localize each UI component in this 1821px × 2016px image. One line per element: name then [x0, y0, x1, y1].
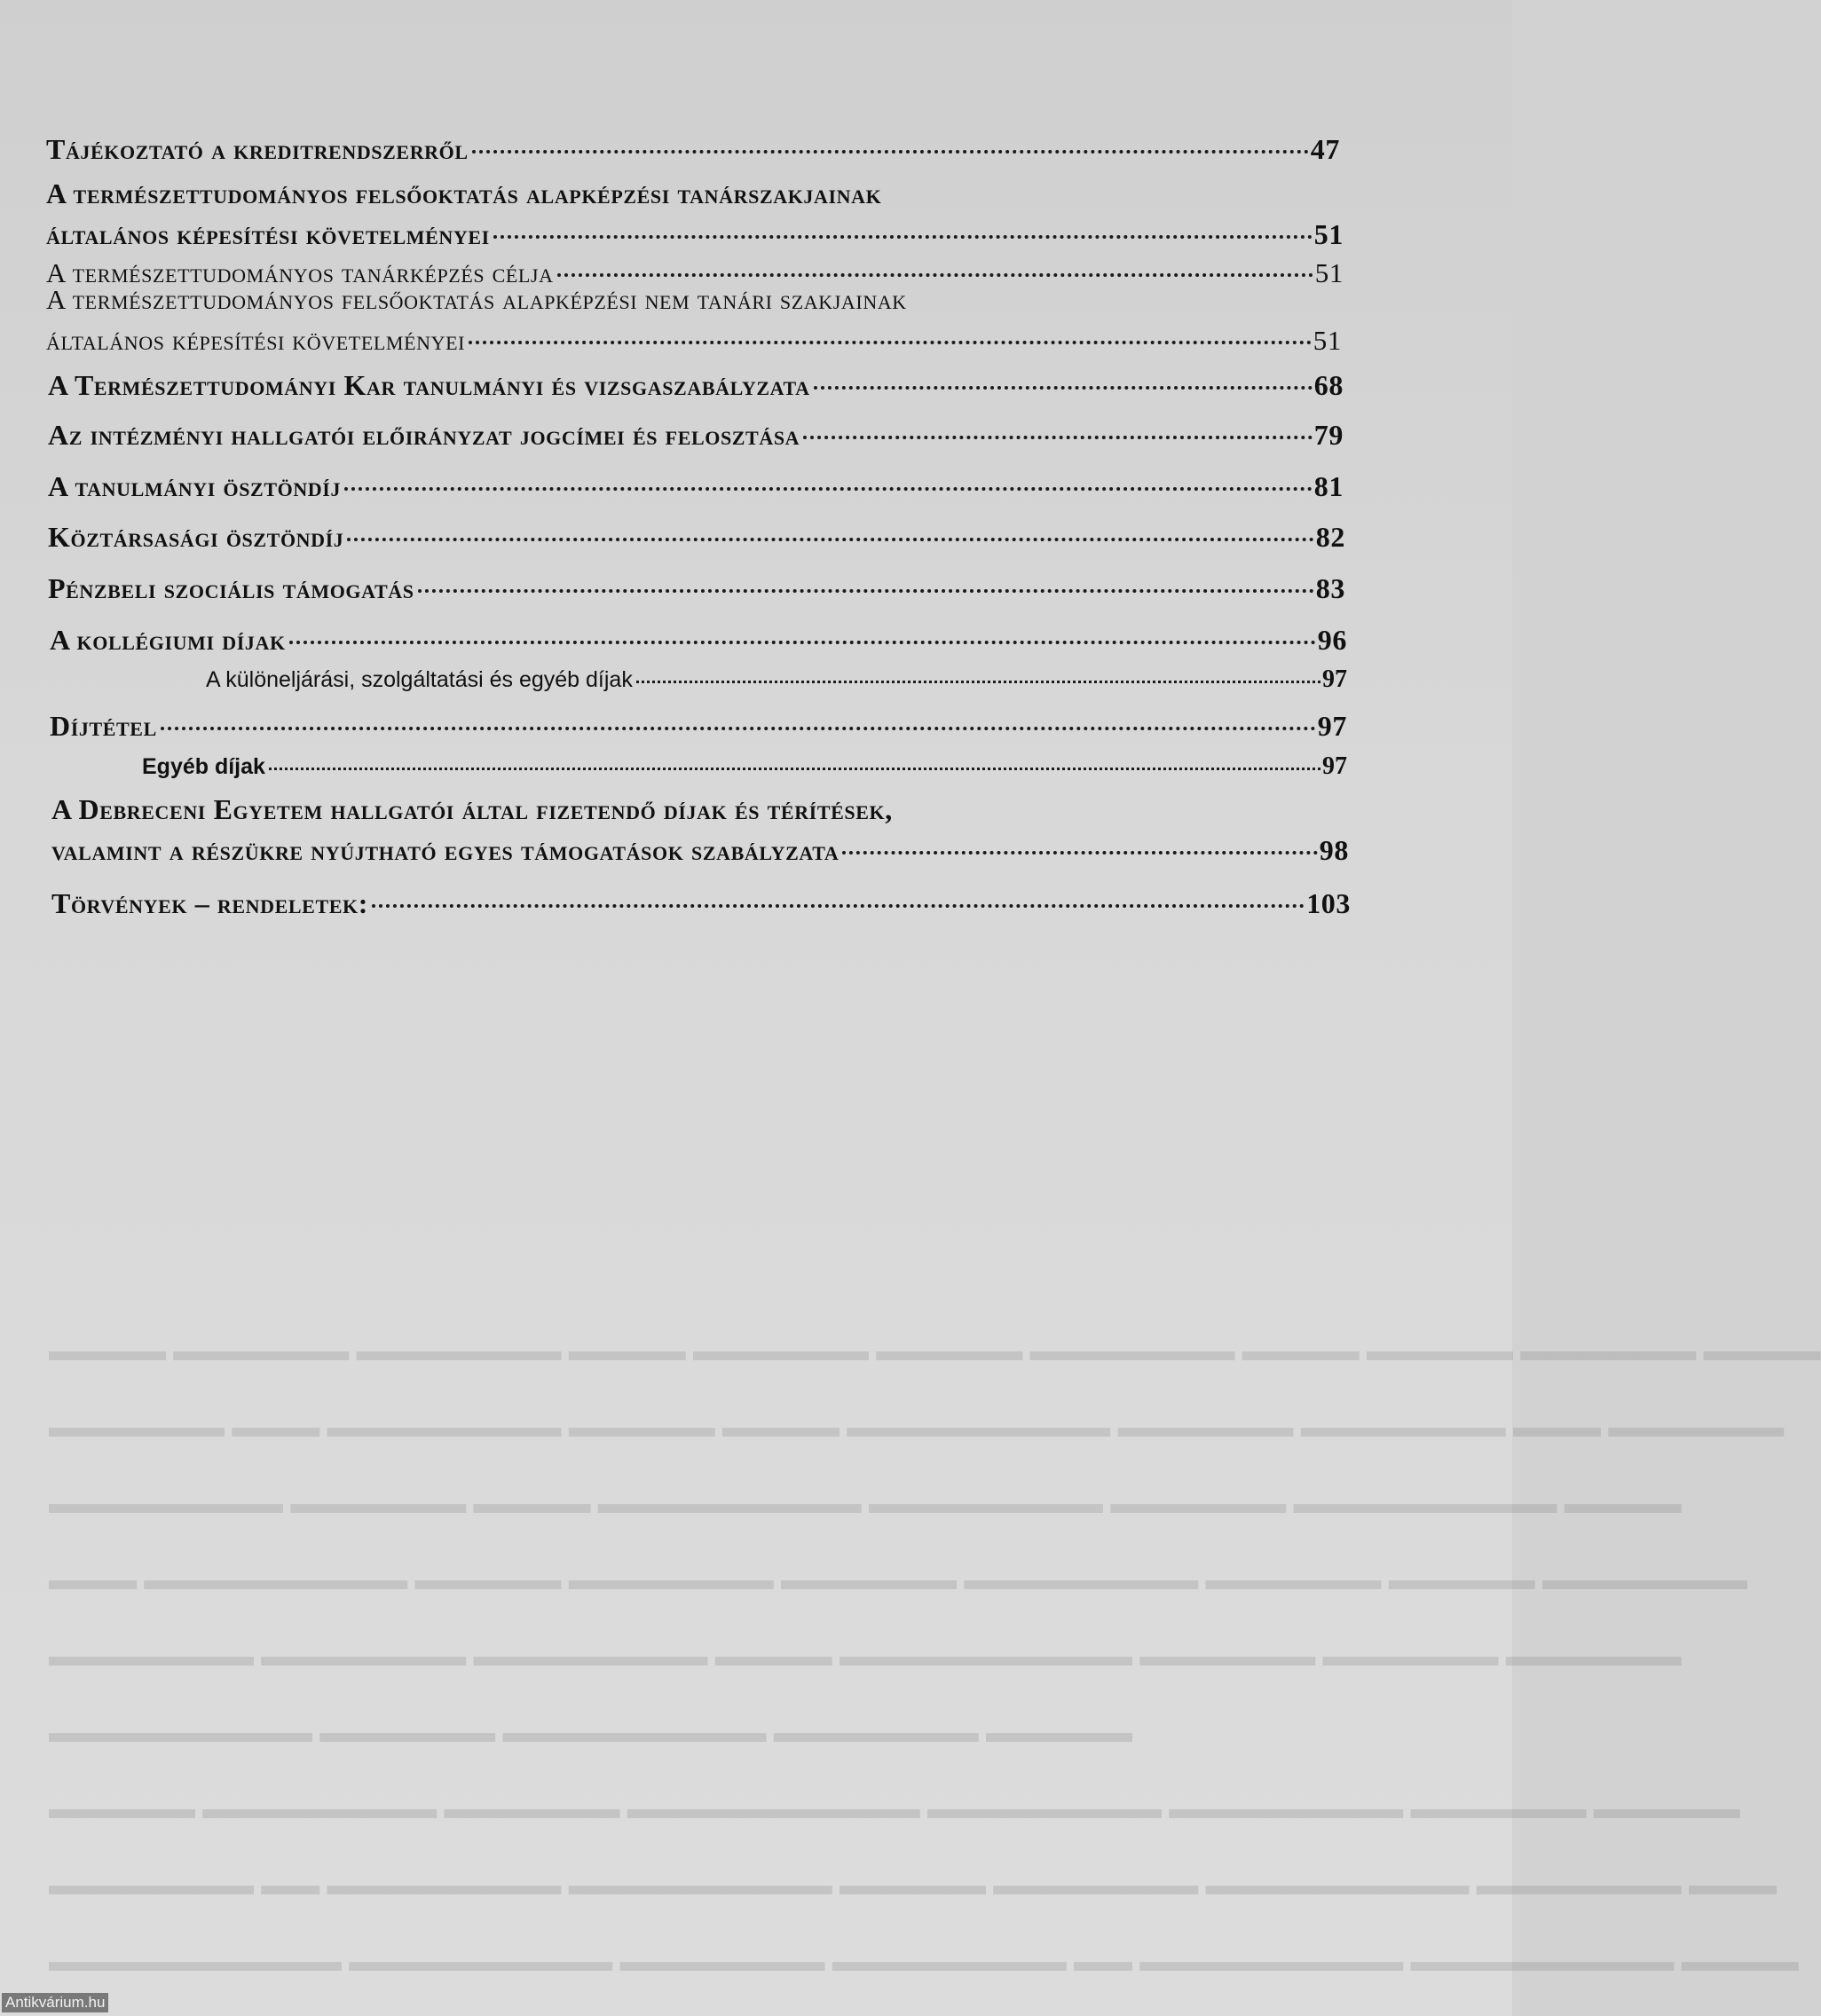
toc-entry-title: Díjtétel: [50, 710, 157, 742]
toc-entry-title: Egyéb díjak: [142, 754, 265, 779]
toc-entry-page: 51: [1313, 325, 1342, 356]
toc-entry-title-line1: A Debreceni Egyetem hallgatói által fizetendő díjak és térítések,: [51, 793, 893, 825]
toc-entry: [50, 624, 1347, 657]
toc-entry-title: Törvények – rendeletek:: [51, 887, 368, 919]
dot-leader: [289, 641, 1316, 644]
dot-leader: [269, 768, 1320, 770]
toc-entry-page: 68: [1313, 369, 1344, 401]
toc-entry-page: 98: [1319, 834, 1349, 866]
dot-leader: [347, 538, 1313, 541]
dot-leader: [161, 727, 1316, 730]
toc-subentry: [206, 665, 1347, 694]
toc-entry-page: 47: [1310, 133, 1340, 165]
toc-entry-title: Pénzbeli szociális támogatás: [48, 572, 414, 604]
toc-entry-page: 97: [1322, 752, 1347, 780]
toc-entry: [46, 177, 1344, 251]
toc-entry-title: általános képesítési követelményei: [46, 325, 466, 356]
toc-subentry: [142, 752, 1347, 781]
toc-entry: [46, 284, 1342, 357]
dot-leader: [814, 386, 1313, 390]
toc-entry-page: 97: [1322, 665, 1347, 693]
dot-leader: [472, 150, 1309, 154]
dot-leader: [557, 273, 1313, 277]
dot-leader: [842, 851, 1317, 854]
toc-entry-title: A különeljárási, szolgáltatási és egyéb díjak: [206, 667, 633, 692]
toc-entry-title: valamint a részükre nyújtható egyes támogatások szabályzata: [51, 834, 840, 866]
toc-entry-page: 83: [1315, 572, 1345, 604]
toc-entry: [50, 710, 1347, 743]
toc-entry-page: 97: [1317, 710, 1347, 742]
toc-entry-page: 96: [1317, 624, 1347, 656]
toc-entry-title: A kollégiumi díjak: [50, 624, 286, 656]
toc-entry-page: 79: [1313, 419, 1344, 451]
toc-entry-title: Köztársasági ösztöndíj: [48, 521, 344, 553]
toc-entry-title-line1: A természettudományos felsőoktatás alapképzési nem tanári szakjainak: [46, 284, 907, 315]
bleed-through-text: ▬▬▬▬ ▬▬▬▬▬▬ ▬▬▬▬▬▬▬ ▬▬▬▬ ▬▬▬▬▬▬ ▬▬▬▬▬ ▬▬▬▬▬▬▬ ▬▬▬▬ ▬▬▬▬▬ ▬▬▬▬▬▬ ▬▬▬▬ ▬▬▬▬▬▬ ▬▬▬ ▬▬▬▬▬▬▬▬ ▬▬▬▬▬ ▬▬▬▬ ▬▬▬▬▬▬▬▬▬ ▬▬▬▬▬▬ ▬▬▬▬▬▬▬ ▬▬▬ ▬▬▬▬▬▬ ▬▬▬▬▬▬▬▬ ▬▬▬▬▬▬ ▬▬▬▬ ▬▬▬▬▬▬▬▬▬ ▬▬▬▬▬▬▬▬ ▬▬▬▬▬▬ ▬▬▬▬▬▬▬▬▬ ▬▬▬▬ ▬▬▬ ▬▬▬▬▬▬▬▬▬ ▬▬▬▬▬ ▬▬▬▬▬▬▬ ▬▬▬▬▬▬ ▬▬▬▬▬▬▬▬ ▬▬▬▬▬▬ ▬▬▬▬▬ ▬▬▬▬▬▬▬ ▬▬▬▬▬▬▬ ▬▬▬▬▬▬▬ ▬▬▬▬▬▬▬▬ ▬▬▬▬ ▬▬▬▬▬▬▬▬▬▬ ▬▬▬▬▬▬ ▬▬▬▬▬▬ ▬▬▬▬▬▬ ▬▬▬▬▬▬▬▬▬ ▬▬▬▬▬▬ ▬▬▬▬▬▬▬▬▬ ▬▬▬▬▬▬▬ ▬▬▬▬▬ ▬▬▬▬▬ ▬▬▬▬▬▬▬▬ ▬▬▬▬▬▬ ▬▬▬▬▬▬▬▬▬▬ ▬▬▬▬▬▬▬▬ ▬▬▬▬▬▬▬▬ ▬▬▬▬▬▬ ▬▬▬▬▬ ▬▬▬▬▬▬▬ ▬▬ ▬▬▬▬▬▬▬▬ ▬▬▬▬▬▬▬▬▬ ▬▬▬▬▬ ▬▬▬▬▬▬▬ ▬▬▬▬▬▬▬▬▬ ▬▬▬▬▬▬▬ ▬▬▬ ▬▬▬▬▬▬▬▬▬▬ ▬▬▬▬▬▬▬▬▬ ▬▬▬▬▬▬▬ ▬▬▬▬▬▬▬▬ ▬▬ ▬▬▬▬▬▬▬▬▬ ▬▬▬▬▬▬▬▬▬ ▬▬▬▬: [49, 1335, 1821, 1978]
toc-entry: [48, 521, 1345, 554]
toc-entry-page: 51: [1314, 257, 1344, 288]
toc-entry-page: 103: [1306, 887, 1351, 919]
toc-entry: [48, 470, 1344, 503]
dot-leader: [803, 436, 1313, 439]
dot-leader: [636, 681, 1320, 683]
toc-entry-title: A Természettudományi Kar tanulmányi és vizsgaszabályzata: [48, 369, 810, 401]
toc-entry-page: 82: [1315, 521, 1345, 553]
dot-leader: [372, 904, 1305, 908]
dot-leader: [344, 487, 1313, 491]
toc-entry-page: 51: [1313, 218, 1344, 250]
toc-entry-title: általános képesítési követelményei: [46, 218, 490, 250]
toc-entry-title: Az intézményi hallgatói előirányzat jogcímei és felosztása: [48, 419, 800, 451]
toc-entry: [46, 133, 1340, 166]
dot-leader: [469, 341, 1312, 344]
toc-entry: [51, 793, 1349, 867]
watermark: Antikvárium.hu: [2, 1993, 108, 2012]
toc-entry-title: A tanulmányi ösztöndíj: [48, 470, 342, 502]
toc-entry-title-line1: A természettudományos felsőoktatás alapképzési tanárszakjainak: [46, 177, 882, 209]
toc-entry: [51, 887, 1351, 920]
toc-entry: [48, 369, 1344, 402]
toc-entry: [48, 572, 1345, 605]
dot-leader: [493, 235, 1313, 239]
toc-entry-page: 81: [1313, 470, 1344, 502]
toc-entry-title: Tájékoztató a kreditrendszerről: [46, 133, 469, 165]
toc-entry-title: A természettudományos tanárképzés célja: [46, 257, 554, 288]
dot-leader: [418, 589, 1314, 593]
toc-entry: [48, 419, 1344, 452]
